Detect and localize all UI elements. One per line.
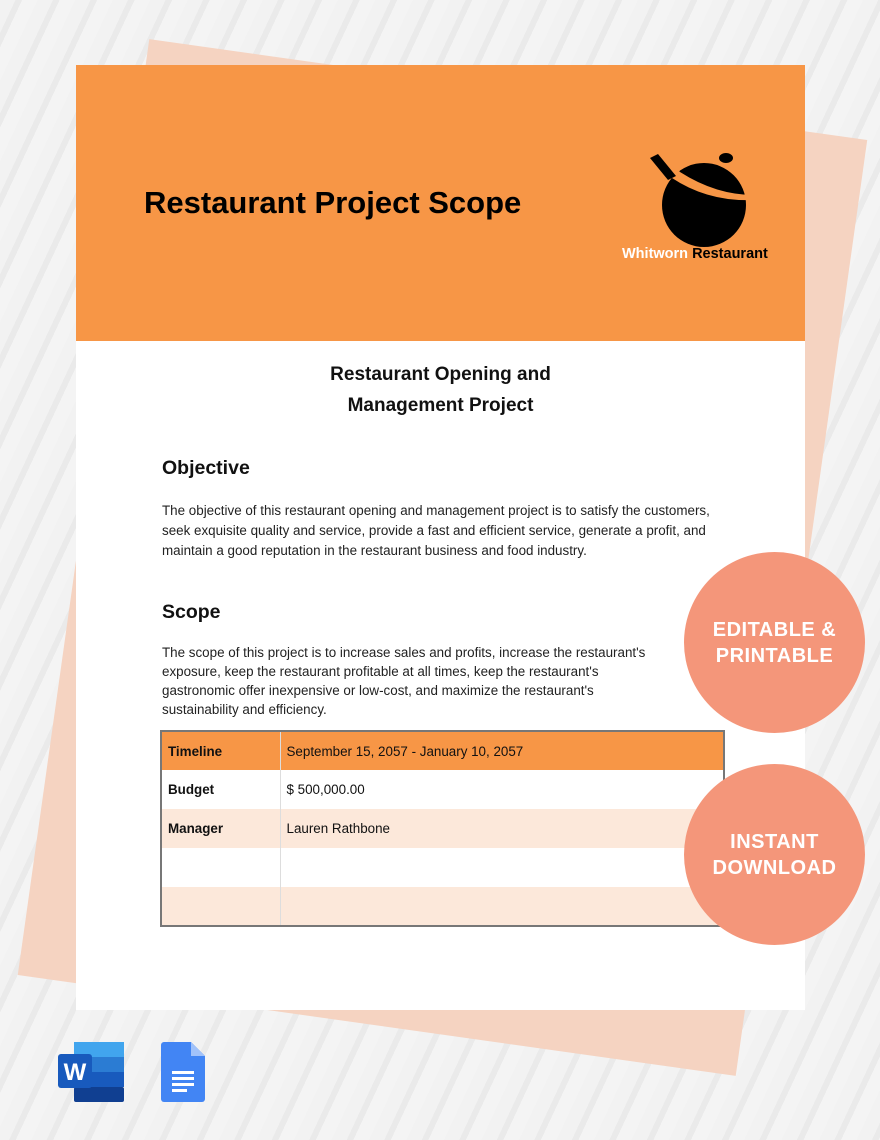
scope-text: The scope of this project is to increase sales and profits, increase the restaurant's exposure, keep the restaurant profitable at all times, keep the restaurant's gastronomic offer inexpensive or low-cost, and maximize the restaurant's sustainability and efficiency. — [162, 645, 646, 717]
microsoft-word-icon[interactable] — [58, 1042, 126, 1102]
table-row — [161, 848, 724, 887]
table-row: Budget $ 500,000.00 — [161, 770, 724, 809]
table-row: Timeline September 15, 2057 - January 10, 2057 — [161, 731, 724, 770]
scope-heading: Scope — [162, 601, 221, 623]
google-docs-icon[interactable] — [161, 1042, 205, 1102]
document-title: Restaurant Project Scope — [144, 185, 522, 220]
instant-download-badge: INSTANT DOWNLOAD — [684, 764, 865, 945]
table-row: Manager Lauren Rathbone — [161, 809, 724, 848]
document-subtitle: Restaurant Opening and Management Project — [330, 364, 551, 416]
editable-printable-badge: EDITABLE & PRINTABLE — [684, 552, 865, 733]
document-header — [76, 65, 805, 341]
cloche-logo-icon — [646, 150, 756, 250]
project-details-table — [160, 730, 725, 927]
objective-heading: Objective — [162, 457, 250, 479]
svg-text:W: W — [63, 1059, 87, 1086]
brand-name: Whitworn Restaurant — [622, 246, 768, 262]
objective-text: The objective of this restaurant opening and management project is to satisfy the customers, seek exquisite quality and service, provide a fast and efficient service, generate a profit, and maintain a good reputation in the restaurant business and food industry. — [162, 503, 710, 558]
table-row — [161, 887, 724, 926]
